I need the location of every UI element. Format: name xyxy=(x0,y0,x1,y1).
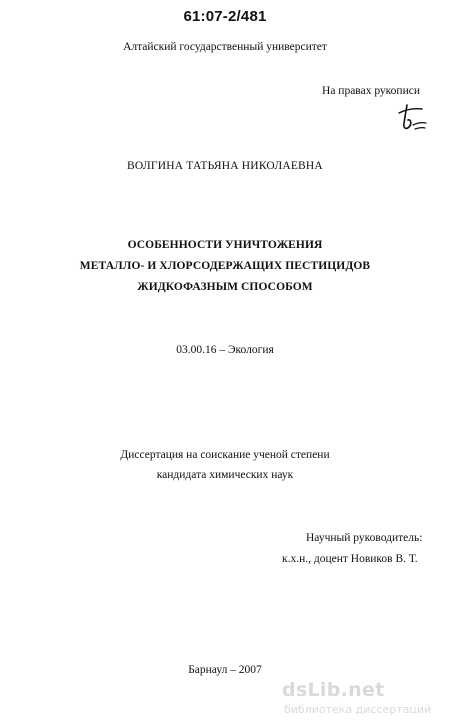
manuscript-rights-note: На правах рукописи xyxy=(322,85,420,97)
author-name: ВОЛГИНА ТАТЬЯНА НИКОЛАЕВНА xyxy=(127,160,323,172)
archive-code: 61:07-2/481 xyxy=(183,8,267,25)
specialty-code: 03.00.16 – Экология xyxy=(176,344,274,356)
university-name: Алтайский государственный университет xyxy=(123,41,327,53)
supervisor-label: Научный руководитель: xyxy=(306,532,423,544)
watermark xyxy=(282,679,447,721)
thesis-title-line-2: МЕТАЛЛО- И ХЛОРСОДЕРЖАЩИХ ПЕСТИЦИДОВ xyxy=(79,260,371,272)
city-year: Барнаул – 2007 xyxy=(188,664,262,676)
degree-line-1: Диссертация на соискание ученой степени xyxy=(120,449,330,461)
thesis-title-line-3: ЖИДКОФАЗНЫМ СПОСОБОМ xyxy=(137,281,313,293)
thesis-title-line-1: ОСОБЕННОСТИ УНИЧТОЖЕНИЯ xyxy=(127,239,323,251)
watermark-logo: dsLib.net xyxy=(282,679,385,701)
supervisor-name: к.х.н., доцент Новиков В. Т. xyxy=(282,553,418,565)
handwritten-signature xyxy=(395,103,429,135)
watermark-subtitle: библиотека диссертаций xyxy=(284,703,432,716)
degree-line-2: кандидата химических наук xyxy=(156,469,294,481)
